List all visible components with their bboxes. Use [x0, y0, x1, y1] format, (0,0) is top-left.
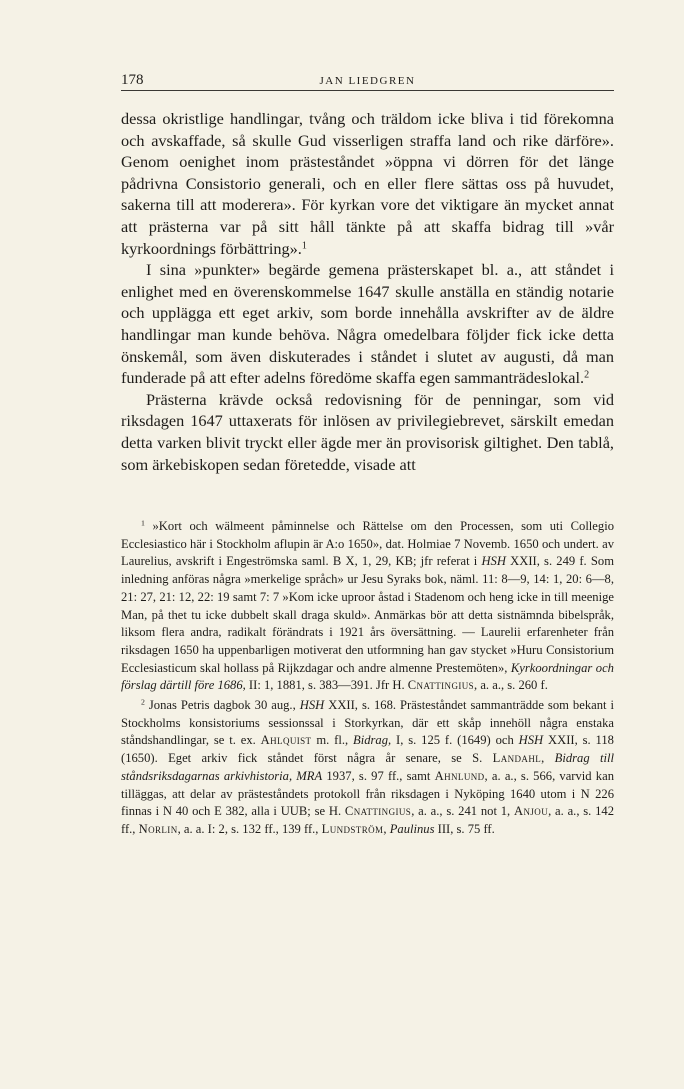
running-head: JAN LIEDGREN [319, 75, 416, 87]
footnote-text: , a. a., s. 241 not 1, [411, 804, 514, 819]
author-name: Anjou [514, 804, 549, 819]
author-name: Ahlquist [260, 733, 312, 748]
footnote-text: , [541, 751, 555, 766]
author-name: Lundström [321, 821, 384, 836]
paragraph-3: Prästerna krävde också redovisning för de penningar, som vid riksdagen 1647 uttaxerats för inlösen av privilegiebrevet, särskilt emedan detta varken blivit tryckt eller ägde mer än provisorisk giltighet. Den tablå, som ärkebiskopen sedan företedde, visade att [121, 389, 614, 474]
page-number: 178 [121, 72, 144, 88]
footnote-text: Jonas Petris dagbok 30 aug., [148, 698, 300, 713]
footnote-2 [121, 697, 614, 839]
footnote-text: XXII, s. 249 f. Som inledning anföras några »merkelige språch» ur Jesu Syraks bok, näml. 11: 8—9, 14: 1, 20: 6—8, 21: 27, 21: 12, 22: 19 samt 7: 7 »Kom icke uproor åstad i Stadenom och heng icke in till meenige Man, på thet tu icke dubbelt skall draga skuld». Anmärkas bör att detta sistnämnda bibelspråk, liksom flera andra, radikalt förändrats i 1921 års översättning. — Laurelii erfarenheter från riksdagen 1650 ha uppenbarligen motiverat den utformning han gav stycket »Huru Consistorium Ecclesiasticum skal hollass på Rijkzdagar och andre almenne Prestemöten», [121, 554, 614, 675]
footnote-text: , a. a. I: 2, s. 132 ff., 139 ff., [177, 821, 322, 836]
footnote-italic: Paulinus [389, 821, 435, 836]
author-name: Landahl [492, 751, 542, 766]
footnote-italic: HSH [299, 698, 325, 713]
footnote-text: XXII, s. 168. Prästeståndet sammanträdde som bekant i Stockholms konsistoriums sessionssal i Storkyrkan, där ett skåp innehöll några enstaka ståndshandlingar, se t. ex. [121, 698, 614, 748]
footnote-italic: Bidrag, [353, 733, 392, 748]
main-text [121, 108, 614, 475]
paragraph-1 [121, 108, 614, 259]
footnote-text: III, s. 75 ff. [434, 821, 495, 836]
footnote-ref-2: 2 [584, 369, 590, 381]
footnote-text: »Kort och wälmeent påminnelse och Rättelse om den Processen, som uti Collegio Ecclesiastico här i Stockholm aflupin är A:o 1650», dat. Holmiae 7 Novemb. 1650 och undert. av Laurelius, avskrift i Engeströmska saml. B X, 1, 29, KB; jfr referat i [121, 519, 614, 569]
footnote-text: , a. a., s. 566, varvid kan tilläggas, att delar av prästeståndets protokoll från riksdagen i Nyköping 1640 utom i N 226 finnas i N 40 och E 382, alla i UUB; se H. [121, 768, 614, 819]
footnote-text: 1937, s. 97 ff., samt [322, 768, 435, 783]
footnote-1-number: 1 [141, 518, 145, 528]
footnote-text: , a. a., s. 260 f. [474, 678, 548, 693]
author-name: Ahnlund [434, 768, 485, 783]
author-name: Cnattingius [344, 804, 412, 819]
footnote-italic: Kyrkoordningar och förslag därtill före 1686, [121, 660, 614, 693]
footnote-italic: HSH [481, 554, 506, 569]
paragraph-1-text: dessa okristlige handlingar, tvång och träldom icke bliva i tid förekomna och avskaffade, så skulle Gud visserligen straffa land och rike därföre». Genom oenighet inom prästeståndet »öppna vi dörren för det länge pådrivna Consistorio generali, och en eller flere sättas oss på huvudet, sakerna till att moderera». För kyrkan vore det viktigare än mycket annat att prästerna var på sitt håll tänkte på att skaffa bidrag till »vår kyrkoordnings förbättring». [121, 109, 614, 258]
footnote-text: , a. a., s. 142 ff., [121, 804, 614, 836]
footnote-1 [121, 518, 614, 695]
footnote-italic: HSH [518, 733, 544, 748]
footnotes [121, 518, 614, 839]
footnote-text: II: 1, 1881, s. 383—391. Jfr H. [245, 678, 408, 693]
footnote-text: m. fl., [311, 733, 354, 748]
page-header [121, 72, 614, 91]
footnote-text: I, s. 125 f. (1649) och [391, 733, 519, 748]
footnote-2-number: 2 [141, 697, 145, 707]
paragraph-2 [121, 259, 614, 389]
author-name: Norlin [138, 821, 178, 836]
footnote-text: XXII, s. 118 (1650). Eget arkiv fick ståndet först några år senare, se S. [121, 733, 614, 766]
paragraph-2-text: I sina »punkter» begärde gemena prästerskapet bl. a., att ståndet i enlighet med en överenskommelse 1647 skulle anställa en ständig notarie och upplägga ett eget arkiv, som borde innehålla avskrifter av de äldre handlingar man kunde behöva. Några omedelbara följder fick icke detta önskemål, som även diskuterades i ståndet i slutet av augusti, då man funderade på att efter adelns föredöme skaffa egen sammanträdeslokal. [121, 260, 614, 388]
footnote-ref-1: 1 [301, 240, 307, 252]
author-name: Cnattingius [407, 678, 475, 693]
footnote-text: , [383, 821, 390, 836]
footnote-italic: Bidrag till ståndsriksdagarnas arkivhistoria, MRA [121, 751, 614, 783]
